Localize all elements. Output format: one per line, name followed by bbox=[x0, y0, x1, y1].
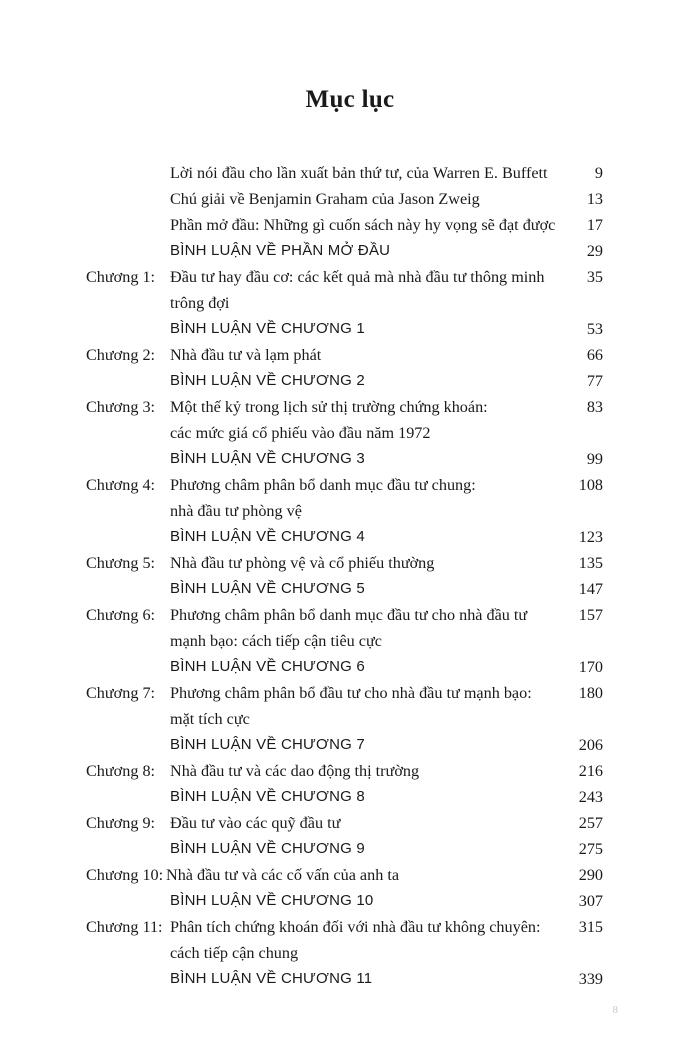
toc-row bbox=[0, 914, 700, 940]
toc-commentary-title: BÌNH LUẬN VỀ CHƯƠNG 11 bbox=[170, 970, 373, 987]
toc-commentary-row bbox=[0, 576, 700, 602]
table-of-contents bbox=[0, 160, 700, 992]
toc-page-number: 147 bbox=[578, 580, 603, 598]
toc-entry-title: Một thế kỷ trong lịch sử thị trường chứng khoán: bbox=[170, 398, 488, 416]
toc-entry-title: Đầu tư hay đầu cơ: các kết quả mà nhà đầu tư thông minh bbox=[170, 268, 545, 286]
toc-chapter-label: Chương 4: bbox=[86, 476, 156, 494]
toc-chapter-label: Chương 2: bbox=[86, 346, 156, 364]
toc-row bbox=[0, 342, 700, 368]
toc-entry-title: trông đợi bbox=[170, 294, 230, 312]
toc-entry-title: Nhà đầu tư và các dao động thị trường bbox=[170, 762, 420, 780]
toc-entry-title: Phương châm phân bổ danh mục đầu tư cho nhà đầu tư bbox=[170, 606, 528, 624]
toc-entry-title: Phân tích chứng khoán đối với nhà đầu tư không chuyên: bbox=[170, 918, 541, 936]
toc-row bbox=[0, 290, 700, 316]
toc-commentary-title: BÌNH LUẬN VỀ CHƯƠNG 10 bbox=[170, 892, 374, 909]
toc-page-number: 243 bbox=[578, 788, 603, 806]
toc-page-number: 170 bbox=[578, 658, 603, 676]
page-number: 8 bbox=[612, 1004, 618, 1016]
toc-commentary-title: BÌNH LUẬN VỀ CHƯƠNG 8 bbox=[170, 788, 365, 805]
toc-entry-title: Phương châm phân bổ danh mục đầu tư chung: bbox=[170, 476, 476, 494]
toc-row bbox=[0, 420, 700, 446]
toc-page-number: 180 bbox=[578, 684, 603, 702]
toc-page-number: 53 bbox=[586, 320, 603, 338]
toc-chapter-label: Chương 1: bbox=[86, 268, 156, 286]
toc-page-number: 13 bbox=[586, 190, 603, 208]
toc-chapter-label: Chương 6: bbox=[86, 606, 156, 624]
toc-chapter-label: Chương 5: bbox=[86, 554, 156, 572]
toc-row bbox=[0, 264, 700, 290]
toc-commentary-title: BÌNH LUẬN VỀ CHƯƠNG 6 bbox=[170, 658, 365, 675]
toc-chapter-label: Chương 10: bbox=[86, 866, 164, 884]
toc-commentary-row bbox=[0, 732, 700, 758]
toc-commentary-title: BÌNH LUẬN VỀ PHẦN MỞ ĐẦU bbox=[170, 242, 391, 259]
toc-page-number: 157 bbox=[578, 606, 603, 624]
toc-row bbox=[0, 186, 700, 212]
toc-row bbox=[0, 680, 700, 706]
toc-commentary-row bbox=[0, 446, 700, 472]
toc-commentary-title: BÌNH LUẬN VỀ CHƯƠNG 4 bbox=[170, 528, 365, 545]
toc-row bbox=[0, 602, 700, 628]
toc-commentary-row bbox=[0, 966, 700, 992]
toc-entry-title: mặt tích cực bbox=[170, 710, 250, 728]
toc-page-number: 257 bbox=[578, 814, 603, 832]
toc-page-number: 35 bbox=[586, 268, 603, 286]
page-title: Mục lục bbox=[305, 86, 395, 113]
toc-commentary-title: BÌNH LUẬN VỀ CHƯƠNG 3 bbox=[170, 450, 365, 467]
toc-commentary-title: BÌNH LUẬN VỀ CHƯƠNG 7 bbox=[170, 736, 365, 753]
toc-commentary-row bbox=[0, 836, 700, 862]
toc-entry-title: Phần mở đầu: Những gì cuốn sách này hy vọng sẽ đạt được bbox=[170, 216, 556, 234]
toc-commentary-row bbox=[0, 316, 700, 342]
toc-page-number: 216 bbox=[578, 762, 603, 780]
toc-page-number: 29 bbox=[586, 242, 603, 260]
toc-entry-title: nhà đầu tư phòng vệ bbox=[170, 502, 302, 520]
toc-page-number: 339 bbox=[578, 970, 603, 988]
toc-commentary-row bbox=[0, 654, 700, 680]
toc-entry-title: mạnh bạo: cách tiếp cận tiêu cực bbox=[170, 632, 382, 650]
toc-entry-title: Nhà đầu tư phòng vệ và cổ phiếu thường bbox=[170, 554, 435, 572]
toc-page-number: 17 bbox=[586, 216, 603, 234]
toc-commentary-row bbox=[0, 524, 700, 550]
toc-entry-title: Phương châm phân bổ đầu tư cho nhà đầu tư mạnh bạo: bbox=[170, 684, 532, 702]
toc-chapter-label: Chương 11: bbox=[86, 918, 163, 936]
toc-row bbox=[0, 940, 700, 966]
toc-page-number: 206 bbox=[578, 736, 603, 754]
toc-row bbox=[0, 160, 700, 186]
toc-entry-title: cách tiếp cận chung bbox=[170, 944, 299, 962]
toc-page-number: 275 bbox=[578, 840, 603, 858]
toc-commentary-row bbox=[0, 238, 700, 264]
toc-row bbox=[0, 810, 700, 836]
toc-entry-title: các mức giá cổ phiếu vào đầu năm 1972 bbox=[170, 424, 431, 442]
toc-commentary-title: BÌNH LUẬN VỀ CHƯƠNG 5 bbox=[170, 580, 365, 597]
toc-row bbox=[0, 628, 700, 654]
toc-commentary-row bbox=[0, 784, 700, 810]
toc-row bbox=[0, 212, 700, 238]
toc-page-number: 290 bbox=[578, 866, 603, 884]
toc-chapter-label: Chương 9: bbox=[86, 814, 156, 832]
toc-page-number: 135 bbox=[578, 554, 603, 572]
toc-entry-title: Nhà đầu tư và các cố vấn của anh ta bbox=[166, 866, 400, 884]
toc-row bbox=[0, 862, 700, 888]
toc-row bbox=[0, 706, 700, 732]
toc-commentary-row bbox=[0, 368, 700, 394]
toc-page-number: 83 bbox=[586, 398, 603, 416]
toc-page-number: 315 bbox=[578, 918, 603, 936]
toc-entry-title: Nhà đầu tư và lạm phát bbox=[170, 346, 322, 364]
toc-row bbox=[0, 758, 700, 784]
toc-entry-title: Đầu tư vào các quỹ đầu tư bbox=[170, 814, 341, 832]
toc-chapter-label: Chương 7: bbox=[86, 684, 156, 702]
toc-commentary-title: BÌNH LUẬN VỀ CHƯƠNG 2 bbox=[170, 372, 365, 389]
toc-chapter-label: Chương 3: bbox=[86, 398, 156, 416]
toc-row bbox=[0, 498, 700, 524]
toc-commentary-title: BÌNH LUẬN VỀ CHƯƠNG 1 bbox=[170, 320, 365, 337]
toc-entry-title: Lời nói đầu cho lần xuất bản thứ tư, của Warren E. Buffett bbox=[170, 164, 548, 182]
toc-row bbox=[0, 394, 700, 420]
toc-commentary-title: BÌNH LUẬN VỀ CHƯƠNG 9 bbox=[170, 840, 365, 857]
toc-page-number: 99 bbox=[586, 450, 603, 468]
toc-entry-title: Chú giải về Benjamin Graham của Jason Zweig bbox=[170, 190, 480, 208]
toc-chapter-label: Chương 8: bbox=[86, 762, 156, 780]
toc-row bbox=[0, 550, 700, 576]
toc-page-number: 108 bbox=[578, 476, 603, 494]
toc-commentary-row bbox=[0, 888, 700, 914]
toc-page-number: 66 bbox=[586, 346, 603, 364]
toc-page-number: 123 bbox=[578, 528, 603, 546]
toc-page-number: 77 bbox=[586, 372, 603, 390]
toc-row bbox=[0, 472, 700, 498]
toc-page-number: 9 bbox=[594, 164, 603, 182]
toc-page-number: 307 bbox=[578, 892, 603, 910]
